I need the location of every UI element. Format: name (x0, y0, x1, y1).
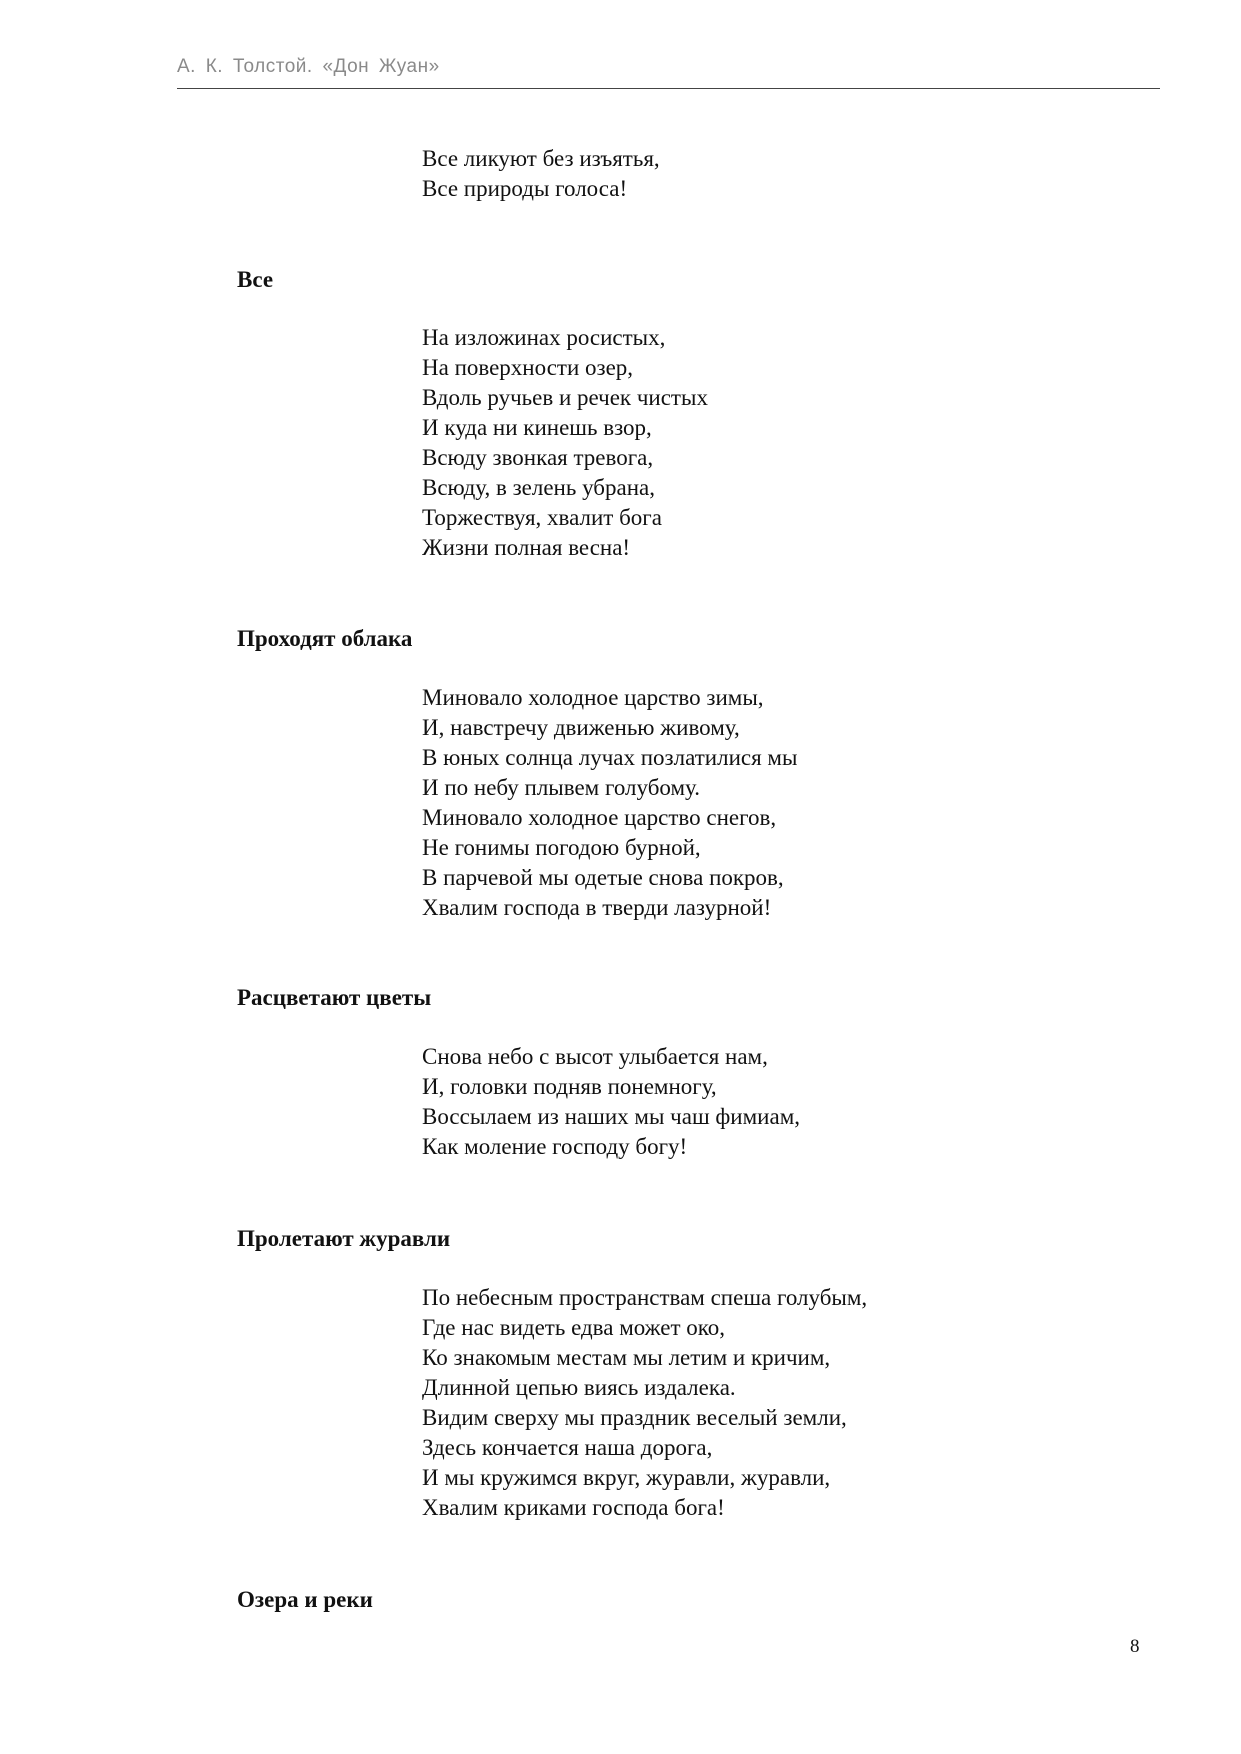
verse-line: Хвалим господа в тверди лазурной! (422, 895, 772, 920)
verse-line: Вдоль ручьев и речек чистых (422, 385, 708, 410)
verse-line: На поверхности озер, (422, 355, 634, 380)
verse-line: Хвалим криками господа бога! (422, 1495, 725, 1520)
verse-line: Миновало холодное царство снегов, (422, 805, 777, 830)
verse-line: И, головки подняв понемногу, (422, 1074, 717, 1099)
verse-line: На изложинах росистых, (422, 325, 666, 350)
verse-line: Как моление господу богу! (422, 1134, 688, 1159)
verse-line: Все ликуют без изъятья, (422, 146, 660, 171)
verse-line: И по небу плывем голубому. (422, 775, 700, 800)
verse-line: Длинной цепью виясь издалека. (422, 1375, 736, 1400)
verse-line: Торжествуя, хвалит бога (422, 505, 662, 530)
verse-line: И, навстречу движенью живому, (422, 715, 740, 740)
verse-line: Ко знакомым местам мы летим и кричим, (422, 1345, 831, 1370)
speaker-name: Проходят облака (237, 626, 413, 651)
verse-line: Жизни полная весна! (422, 535, 631, 560)
verse-line: Миновало холодное царство зимы, (422, 685, 764, 710)
verse-line: Здесь кончается наша дорога, (422, 1435, 713, 1460)
verse-line: Всюду звонкая тревога, (422, 445, 654, 470)
verse-line: Воссылаем из наших мы чаш фимиам, (422, 1104, 800, 1129)
verse-line: И куда ни кинешь взор, (422, 415, 652, 440)
stanza (422, 1283, 867, 1523)
verse-line: Видим сверху мы праздник веселый земли, (422, 1405, 847, 1430)
verse-line: Не гонимы погодою бурной, (422, 835, 701, 860)
verse-line: В парчевой мы одетые снова покров, (422, 865, 784, 890)
verse-line: Где нас видеть едва может око, (422, 1315, 726, 1340)
stanza (422, 144, 660, 204)
speaker-name: Озера и реки (237, 1587, 373, 1612)
speaker-name: Пролетают журавли (237, 1226, 451, 1251)
verse-line: И мы кружимся вкруг, журавли, журавли, (422, 1465, 831, 1490)
stanza (422, 1042, 800, 1162)
speaker-name: Все (237, 267, 274, 292)
speaker-name: Расцветают цветы (237, 985, 432, 1010)
verse-line: В юных солнца лучах позлатилися мы (422, 745, 798, 770)
running-header: А. К. Толстой. «Дон Жуан» (177, 56, 440, 77)
verse-line: Снова небо с высот улыбается нам, (422, 1044, 768, 1069)
stanza (422, 683, 797, 923)
page-number: 8 (1130, 1636, 1140, 1657)
verse-line: Всюду, в зелень убрана, (422, 475, 655, 500)
verse-line: Все природы голоса! (422, 176, 628, 201)
stanza (422, 323, 708, 563)
verse-line: По небесным пространствам спеша голубым, (422, 1285, 868, 1310)
